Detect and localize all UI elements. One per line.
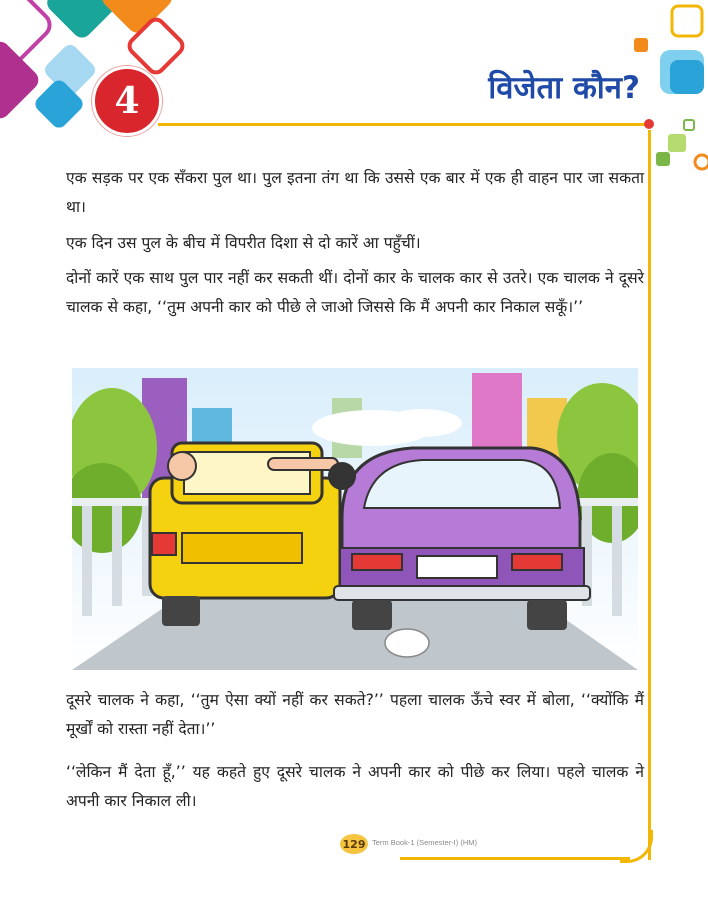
story-paragraph: एक सड़क पर एक सँकरा पुल था। पुल इतना तंग था कि उससे एक बार में एक ही वाहन पार जा सकता था।	[66, 169, 644, 216]
story-illustration	[72, 368, 638, 670]
rule-dot	[644, 119, 654, 129]
page-number: 129	[340, 834, 368, 854]
header-rule	[158, 123, 648, 126]
book-label: Term Book-1 (Semester-I) (HM)	[372, 838, 478, 847]
story-paragraph: दोनों कारें एक साथ पुल पार नहीं कर सकती थीं। दोनों कार के चालक कार से उतरे। एक चालक ने दूसरे चालक से कहा, ‘‘तुम अपनी कार को पीछे ले जाओ जिससे कि मैं अपनी कार निकाल सकूँ।’’	[66, 269, 644, 316]
footer-rule	[400, 857, 630, 860]
story-paragraph: ‘‘लेकिन मैं देता हूँ,’’ यह कहते हुए दूसरे चालक ने अपनी कार को पीछे कर लिया। पहले चालक ने अपनी कार निकाल ली।	[66, 763, 644, 810]
story-paragraph: एक दिन उस पुल के बीच में विपरीत दिशा से दो कारें आ पहुँचीं।	[66, 234, 421, 252]
story-paragraph: दूसरे चालक ने कहा, ‘‘तुम ऐसा क्यों नहीं कर सकते?’’ पहला चालक ऊँचे स्वर में बोला, ‘‘क्योंकि मैं मूर्खों को रास्ता नहीं देता।’’	[66, 691, 644, 738]
side-rule	[648, 130, 651, 860]
chapter-title: विजेता कौन?	[488, 70, 640, 106]
chapter-number-badge: 4	[92, 66, 162, 136]
